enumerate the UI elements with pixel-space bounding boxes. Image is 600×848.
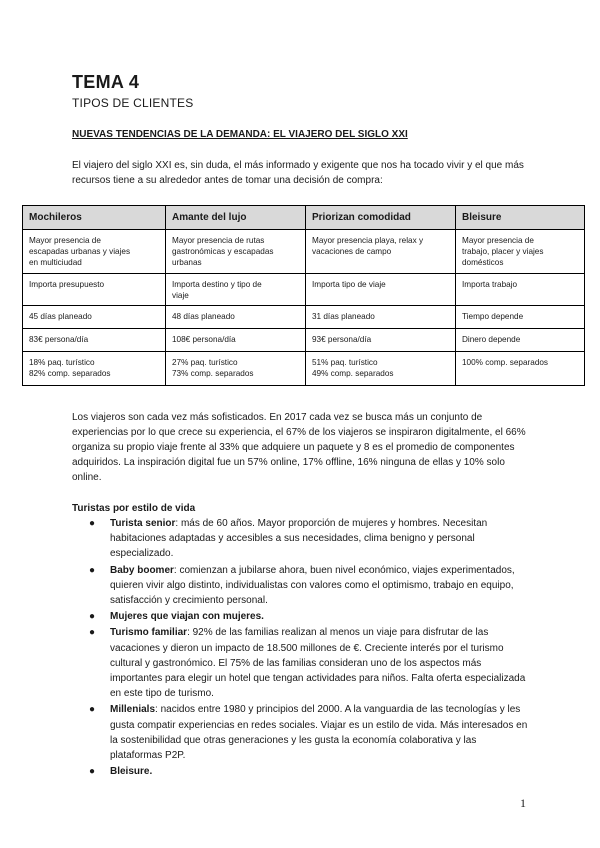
section-heading: NUEVAS TENDENCIAS DE LA DEMANDA: EL VIAJERO DEL SIGLO XXI bbox=[72, 129, 408, 140]
item-text: : más de 60 años. Mayor proporción de mujeres y hombres. Necesitan habitaciones adaptadas y accesibles a sus necesidades, clima benigno y personal especializado. bbox=[110, 518, 488, 560]
table-cell bbox=[456, 230, 585, 274]
cell-line: 48 días planeado bbox=[172, 312, 235, 321]
cell-line: 31 días planeado bbox=[312, 312, 375, 321]
table-cell bbox=[166, 352, 306, 386]
cell-line: Mayor presencia de bbox=[462, 236, 534, 245]
item-text: : 92% de las familias realizan al menos un viaje para disfrutar de las vacaciones y dieron un impacto de 18.500 millones de €. Creciente interés por el turismo cultural y gastronómico. El 75% de las familias consideran uno de los aspectos más importantes para elegir un hotel que tengan actividades para niños. Falta oferta especializada en este tipo de turismo. bbox=[110, 627, 526, 700]
table-cell bbox=[23, 306, 166, 329]
list-item bbox=[72, 563, 530, 609]
table-header-cell: Mochileros bbox=[23, 206, 166, 230]
table-cell bbox=[23, 230, 166, 274]
table-header-cell: Bleisure bbox=[456, 206, 585, 230]
item-term: Mujeres que viajan con mujeres. bbox=[110, 611, 264, 623]
cell-line: Dinero depende bbox=[462, 335, 521, 344]
table-header-cell: Amante del lujo bbox=[166, 206, 306, 230]
cell-line: gastronómicas y escapadas bbox=[172, 247, 274, 256]
table-row bbox=[23, 352, 585, 386]
table-cell bbox=[306, 352, 456, 386]
body-paragraph: Los viajeros son cada vez más sofisticados. En 2017 cada vez se busca más un conjunto de experiencias por lo que crece su experiencia, el 67% de los viajeros se inspiraron digitalmente, el 66% organiza su propio viaje frente al 33% que adquiere un paquete y 8 es el promedio de componentes adquiridos. La inspiración digital fue un 57% online, 17% offline, 16% ninguna de ellas y 10% solo online. bbox=[72, 412, 526, 483]
cell-line: 100% comp. separados bbox=[462, 358, 549, 367]
cell-line: domésticos bbox=[462, 258, 504, 267]
table-cell bbox=[306, 329, 456, 352]
list-item bbox=[72, 702, 530, 763]
item-text: : nacidos entre 1980 y principios del 2000. A la vanguardia de las tecnologías y les gusta compatir experiencias en redes sociales. Viajar es un estilo de vida. Más interesados en la sostenibilidad que otras generaciones y les gusta la economía colaborativa y las plataformas P2P. bbox=[110, 704, 528, 762]
table-cell bbox=[456, 274, 585, 306]
cell-line: 82% comp. separados bbox=[29, 369, 111, 378]
table-cell bbox=[456, 329, 585, 352]
cell-line: Importa trabajo bbox=[462, 280, 518, 289]
item-term: Millenials bbox=[110, 704, 156, 716]
page-number: 1 bbox=[520, 796, 526, 810]
item-text: : comienzan a jubilarse ahora, buen nivel económico, viajes experimentados, quieren vivir algo distinto, individualistas con valores como el optimismo, trabajo en equipo, satisfacción y crecimiento personal. bbox=[110, 564, 515, 607]
table-cell bbox=[166, 274, 306, 306]
cell-line: 49% comp. separados bbox=[312, 369, 394, 378]
list-item bbox=[72, 625, 530, 701]
bullet-icon: ● bbox=[89, 518, 96, 529]
table-cell bbox=[23, 352, 166, 386]
table-row bbox=[23, 306, 585, 329]
cell-line: Mayor presencia de rutas bbox=[172, 236, 265, 245]
cell-line: vacaciones de campo bbox=[312, 247, 392, 256]
bullet-icon: ● bbox=[89, 564, 96, 576]
cell-line: 83€ persona/día bbox=[29, 335, 89, 344]
table-cell bbox=[306, 274, 456, 306]
cell-line: Importa presupuesto bbox=[29, 280, 105, 289]
cell-line: 27% paq. turístico bbox=[172, 358, 238, 367]
cell-line: trabajo, placer y viajes bbox=[462, 247, 544, 256]
cell-line: en multiciudad bbox=[29, 258, 82, 267]
cell-line: Tiempo depende bbox=[462, 312, 524, 321]
list-item bbox=[72, 764, 530, 779]
table-cell bbox=[456, 306, 585, 329]
table-cell bbox=[166, 306, 306, 329]
cell-line: Importa destino y tipo de bbox=[172, 280, 262, 289]
bullet-icon: ● bbox=[89, 704, 96, 716]
cell-line: Importa tipo de viaje bbox=[312, 280, 386, 289]
cell-line: 73% comp. separados bbox=[172, 369, 254, 378]
cell-line: escapadas urbanas y viajes bbox=[29, 247, 131, 256]
lifestyle-list bbox=[72, 516, 530, 780]
item-term: Turismo familiar bbox=[110, 627, 188, 639]
cell-line: urbanas bbox=[172, 258, 202, 267]
cell-line: 45 días planeado bbox=[29, 312, 92, 321]
cell-line: 93€ persona/día bbox=[312, 335, 372, 344]
table-cell bbox=[456, 352, 585, 386]
table-row bbox=[23, 274, 585, 306]
cell-line: 18% paq. turístico bbox=[29, 358, 95, 367]
item-term: Baby boomer bbox=[110, 564, 174, 576]
list-item bbox=[72, 516, 530, 562]
table-row bbox=[23, 329, 585, 352]
table-header-row bbox=[23, 206, 585, 230]
table-row bbox=[23, 230, 585, 274]
table-cell bbox=[23, 274, 166, 306]
lifestyle-heading: Turistas por estilo de vida bbox=[72, 503, 196, 514]
bullet-icon: ● bbox=[89, 627, 96, 639]
bullet-icon: ● bbox=[89, 766, 96, 778]
page-subtitle: TIPOS DE CLIENTES bbox=[72, 96, 194, 110]
cell-line: 108€ persona/día bbox=[172, 335, 236, 344]
page-title: TEMA 4 bbox=[72, 72, 140, 92]
item-term: Turista senior bbox=[110, 518, 176, 529]
cell-line: viaje bbox=[172, 291, 189, 300]
item-term: Bleisure. bbox=[110, 766, 153, 778]
table-cell bbox=[23, 329, 166, 352]
client-types-table bbox=[22, 205, 585, 386]
table-cell bbox=[166, 329, 306, 352]
cell-line: Mayor presencia playa, relax y bbox=[312, 236, 424, 245]
cell-line: Mayor presencia de bbox=[29, 236, 101, 245]
cell-line: 51% paq. turístico bbox=[312, 358, 378, 367]
table-cell bbox=[166, 230, 306, 274]
intro-paragraph: El viajero del siglo XXI es, sin duda, el más informado y exigente que nos ha tocado vivir y el que más recursos tiene a su alrededor antes de tomar una decisión de compra: bbox=[72, 160, 524, 186]
list-item bbox=[72, 609, 530, 624]
bullet-icon: ● bbox=[89, 611, 96, 623]
table-header-cell: Priorizan comodidad bbox=[306, 206, 456, 230]
table-cell bbox=[306, 306, 456, 329]
table-cell bbox=[306, 230, 456, 274]
